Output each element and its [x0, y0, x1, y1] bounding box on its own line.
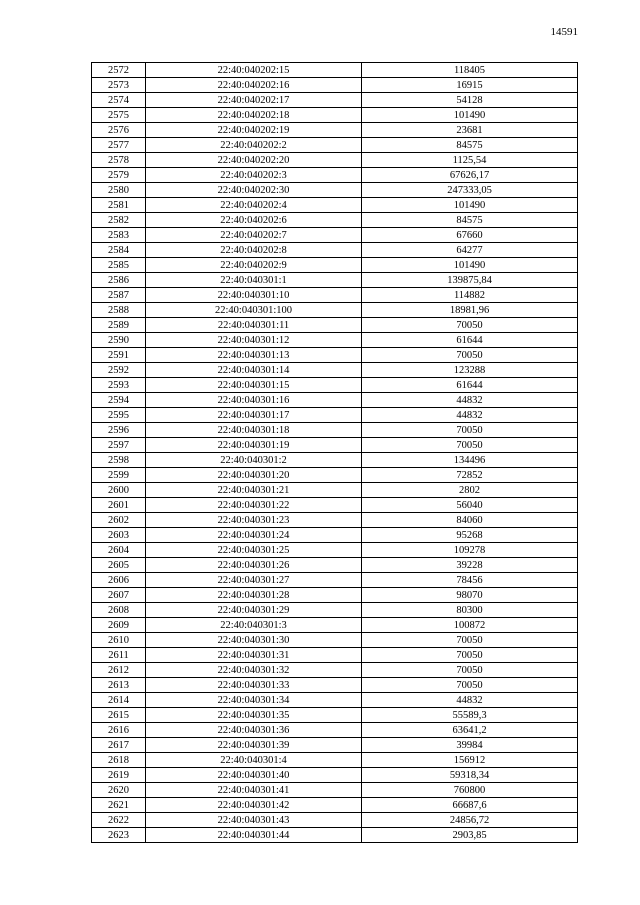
cadastral-number-cell: 22:40:040202:20	[146, 153, 362, 168]
row-number-cell: 2607	[92, 588, 146, 603]
row-number-cell: 2610	[92, 633, 146, 648]
cadastral-number-cell: 22:40:040202:15	[146, 63, 362, 78]
cadastral-number-cell: 22:40:040301:42	[146, 798, 362, 813]
table-row	[92, 243, 578, 258]
value-cell: 80300	[362, 603, 578, 618]
value-cell: 16915	[362, 78, 578, 93]
cadastral-number-cell: 22:40:040301:20	[146, 468, 362, 483]
cadastral-number-cell: 22:40:040301:32	[146, 663, 362, 678]
value-cell: 64277	[362, 243, 578, 258]
value-cell: 70050	[362, 318, 578, 333]
value-cell: 78456	[362, 573, 578, 588]
table-row	[92, 618, 578, 633]
row-number-cell: 2618	[92, 753, 146, 768]
table-row	[92, 453, 578, 468]
cadastral-number-cell: 22:40:040202:3	[146, 168, 362, 183]
row-number-cell: 2583	[92, 228, 146, 243]
table-row	[92, 708, 578, 723]
value-cell: 139875,84	[362, 273, 578, 288]
cadastral-number-cell: 22:40:040301:18	[146, 423, 362, 438]
table-row	[92, 588, 578, 603]
row-number-cell: 2613	[92, 678, 146, 693]
table-row	[92, 573, 578, 588]
row-number-cell: 2611	[92, 648, 146, 663]
cadastral-number-cell: 22:40:040301:12	[146, 333, 362, 348]
value-cell: 84575	[362, 213, 578, 228]
table-row	[92, 123, 578, 138]
cadastral-number-cell: 22:40:040202:7	[146, 228, 362, 243]
value-cell: 156912	[362, 753, 578, 768]
row-number-cell: 2593	[92, 378, 146, 393]
value-cell: 101490	[362, 258, 578, 273]
row-number-cell: 2590	[92, 333, 146, 348]
row-number-cell: 2578	[92, 153, 146, 168]
row-number-cell: 2581	[92, 198, 146, 213]
value-cell: 44832	[362, 393, 578, 408]
row-number-cell: 2582	[92, 213, 146, 228]
value-cell: 2903,85	[362, 828, 578, 843]
table-row	[92, 408, 578, 423]
row-number-cell: 2588	[92, 303, 146, 318]
table-row	[92, 438, 578, 453]
table-row	[92, 783, 578, 798]
registry-table-body	[92, 63, 578, 843]
cadastral-number-cell: 22:40:040301:41	[146, 783, 362, 798]
table-row	[92, 393, 578, 408]
table-row	[92, 528, 578, 543]
table-row	[92, 183, 578, 198]
cadastral-number-cell: 22:40:040202:17	[146, 93, 362, 108]
row-number-cell: 2591	[92, 348, 146, 363]
table-row	[92, 828, 578, 843]
table-row	[92, 228, 578, 243]
table-row	[92, 303, 578, 318]
table-row	[92, 603, 578, 618]
row-number-cell: 2577	[92, 138, 146, 153]
cadastral-number-cell: 22:40:040301:29	[146, 603, 362, 618]
row-number-cell: 2620	[92, 783, 146, 798]
value-cell: 70050	[362, 678, 578, 693]
cadastral-number-cell: 22:40:040301:31	[146, 648, 362, 663]
value-cell: 123288	[362, 363, 578, 378]
table-row	[92, 693, 578, 708]
cadastral-number-cell: 22:40:040202:30	[146, 183, 362, 198]
value-cell: 70050	[362, 348, 578, 363]
cadastral-number-cell: 22:40:040202:6	[146, 213, 362, 228]
row-number-cell: 2589	[92, 318, 146, 333]
cadastral-number-cell: 22:40:040301:19	[146, 438, 362, 453]
row-number-cell: 2616	[92, 723, 146, 738]
table-row	[92, 753, 578, 768]
cadastral-number-cell: 22:40:040301:35	[146, 708, 362, 723]
row-number-cell: 2608	[92, 603, 146, 618]
table-row	[92, 138, 578, 153]
table-row	[92, 333, 578, 348]
value-cell: 72852	[362, 468, 578, 483]
cadastral-number-cell: 22:40:040202:16	[146, 78, 362, 93]
value-cell: 70050	[362, 663, 578, 678]
row-number-cell: 2573	[92, 78, 146, 93]
row-number-cell: 2596	[92, 423, 146, 438]
row-number-cell: 2586	[92, 273, 146, 288]
cadastral-number-cell: 22:40:040202:2	[146, 138, 362, 153]
cadastral-number-cell: 22:40:040301:13	[146, 348, 362, 363]
cadastral-number-cell: 22:40:040202:8	[146, 243, 362, 258]
row-number-cell: 2605	[92, 558, 146, 573]
value-cell: 114882	[362, 288, 578, 303]
value-cell: 18981,96	[362, 303, 578, 318]
cadastral-number-cell: 22:40:040301:28	[146, 588, 362, 603]
table-row	[92, 798, 578, 813]
row-number-cell: 2576	[92, 123, 146, 138]
table-row	[92, 153, 578, 168]
value-cell: 760800	[362, 783, 578, 798]
row-number-cell: 2598	[92, 453, 146, 468]
value-cell: 100872	[362, 618, 578, 633]
table-row	[92, 348, 578, 363]
value-cell: 55589,3	[362, 708, 578, 723]
cadastral-number-cell: 22:40:040301:21	[146, 483, 362, 498]
value-cell: 70050	[362, 438, 578, 453]
value-cell: 134496	[362, 453, 578, 468]
cadastral-number-cell: 22:40:040301:36	[146, 723, 362, 738]
row-number-cell: 2574	[92, 93, 146, 108]
table-row	[92, 558, 578, 573]
table-row	[92, 543, 578, 558]
cadastral-number-cell: 22:40:040301:16	[146, 393, 362, 408]
table-row	[92, 423, 578, 438]
cadastral-number-cell: 22:40:040301:44	[146, 828, 362, 843]
cadastral-number-cell: 22:40:040301:24	[146, 528, 362, 543]
value-cell: 2802	[362, 483, 578, 498]
table-row	[92, 273, 578, 288]
cadastral-number-cell: 22:40:040202:4	[146, 198, 362, 213]
cadastral-number-cell: 22:40:040301:17	[146, 408, 362, 423]
row-number-cell: 2594	[92, 393, 146, 408]
table-row	[92, 213, 578, 228]
table-row	[92, 768, 578, 783]
value-cell: 61644	[362, 378, 578, 393]
row-number-cell: 2606	[92, 573, 146, 588]
table-row	[92, 258, 578, 273]
table-row	[92, 723, 578, 738]
row-number-cell: 2580	[92, 183, 146, 198]
row-number-cell: 2619	[92, 768, 146, 783]
table-row	[92, 63, 578, 78]
row-number-cell: 2584	[92, 243, 146, 258]
value-cell: 70050	[362, 648, 578, 663]
table-row	[92, 378, 578, 393]
row-number-cell: 2587	[92, 288, 146, 303]
row-number-cell: 2617	[92, 738, 146, 753]
cadastral-number-cell: 22:40:040301:25	[146, 543, 362, 558]
cadastral-number-cell: 22:40:040301:3	[146, 618, 362, 633]
value-cell: 84575	[362, 138, 578, 153]
table-row	[92, 648, 578, 663]
value-cell: 70050	[362, 633, 578, 648]
value-cell: 1125,54	[362, 153, 578, 168]
value-cell: 44832	[362, 693, 578, 708]
cadastral-number-cell: 22:40:040301:2	[146, 453, 362, 468]
cadastral-number-cell: 22:40:040301:30	[146, 633, 362, 648]
value-cell: 66687,6	[362, 798, 578, 813]
value-cell: 101490	[362, 198, 578, 213]
value-cell: 84060	[362, 513, 578, 528]
value-cell: 70050	[362, 423, 578, 438]
row-number-cell: 2609	[92, 618, 146, 633]
page-number: 14591	[550, 26, 578, 38]
row-number-cell: 2614	[92, 693, 146, 708]
cadastral-number-cell: 22:40:040301:1	[146, 273, 362, 288]
table-row	[92, 108, 578, 123]
table-row	[92, 198, 578, 213]
cadastral-number-cell: 22:40:040301:26	[146, 558, 362, 573]
registry-table	[91, 62, 578, 843]
value-cell: 24856,72	[362, 813, 578, 828]
row-number-cell: 2602	[92, 513, 146, 528]
cadastral-number-cell: 22:40:040301:39	[146, 738, 362, 753]
row-number-cell: 2623	[92, 828, 146, 843]
cadastral-number-cell: 22:40:040301:40	[146, 768, 362, 783]
table-row	[92, 363, 578, 378]
cadastral-number-cell: 22:40:040301:14	[146, 363, 362, 378]
value-cell: 67626,17	[362, 168, 578, 183]
table-row	[92, 78, 578, 93]
cadastral-number-cell: 22:40:040301:33	[146, 678, 362, 693]
row-number-cell: 2612	[92, 663, 146, 678]
cadastral-number-cell: 22:40:040301:15	[146, 378, 362, 393]
value-cell: 109278	[362, 543, 578, 558]
cadastral-number-cell: 22:40:040301:34	[146, 693, 362, 708]
row-number-cell: 2572	[92, 63, 146, 78]
cadastral-number-cell: 22:40:040301:22	[146, 498, 362, 513]
value-cell: 247333,05	[362, 183, 578, 198]
cadastral-number-cell: 22:40:040301:4	[146, 753, 362, 768]
cadastral-number-cell: 22:40:040301:27	[146, 573, 362, 588]
row-number-cell: 2599	[92, 468, 146, 483]
cadastral-number-cell: 22:40:040301:43	[146, 813, 362, 828]
value-cell: 63641,2	[362, 723, 578, 738]
cadastral-number-cell: 22:40:040301:10	[146, 288, 362, 303]
row-number-cell: 2615	[92, 708, 146, 723]
value-cell: 59318,34	[362, 768, 578, 783]
row-number-cell: 2604	[92, 543, 146, 558]
value-cell: 101490	[362, 108, 578, 123]
value-cell: 118405	[362, 63, 578, 78]
value-cell: 39984	[362, 738, 578, 753]
cadastral-number-cell: 22:40:040202:19	[146, 123, 362, 138]
row-number-cell: 2575	[92, 108, 146, 123]
table-row	[92, 678, 578, 693]
row-number-cell: 2579	[92, 168, 146, 183]
table-row	[92, 513, 578, 528]
value-cell: 98070	[362, 588, 578, 603]
cadastral-number-cell: 22:40:040202:18	[146, 108, 362, 123]
cadastral-number-cell: 22:40:040301:23	[146, 513, 362, 528]
table-row	[92, 498, 578, 513]
row-number-cell: 2601	[92, 498, 146, 513]
table-row	[92, 633, 578, 648]
value-cell: 56040	[362, 498, 578, 513]
table-row	[92, 93, 578, 108]
table-row	[92, 318, 578, 333]
row-number-cell: 2597	[92, 438, 146, 453]
row-number-cell: 2622	[92, 813, 146, 828]
row-number-cell: 2585	[92, 258, 146, 273]
cadastral-number-cell: 22:40:040301:100	[146, 303, 362, 318]
value-cell: 67660	[362, 228, 578, 243]
value-cell: 95268	[362, 528, 578, 543]
row-number-cell: 2592	[92, 363, 146, 378]
cadastral-number-cell: 22:40:040301:11	[146, 318, 362, 333]
row-number-cell: 2603	[92, 528, 146, 543]
row-number-cell: 2595	[92, 408, 146, 423]
cadastral-number-cell: 22:40:040202:9	[146, 258, 362, 273]
value-cell: 39228	[362, 558, 578, 573]
row-number-cell: 2621	[92, 798, 146, 813]
row-number-cell: 2600	[92, 483, 146, 498]
table-row	[92, 483, 578, 498]
table-row	[92, 738, 578, 753]
table-row	[92, 663, 578, 678]
table-row	[92, 468, 578, 483]
value-cell: 61644	[362, 333, 578, 348]
value-cell: 54128	[362, 93, 578, 108]
value-cell: 23681	[362, 123, 578, 138]
table-row	[92, 168, 578, 183]
table-row	[92, 813, 578, 828]
table-row	[92, 288, 578, 303]
value-cell: 44832	[362, 408, 578, 423]
